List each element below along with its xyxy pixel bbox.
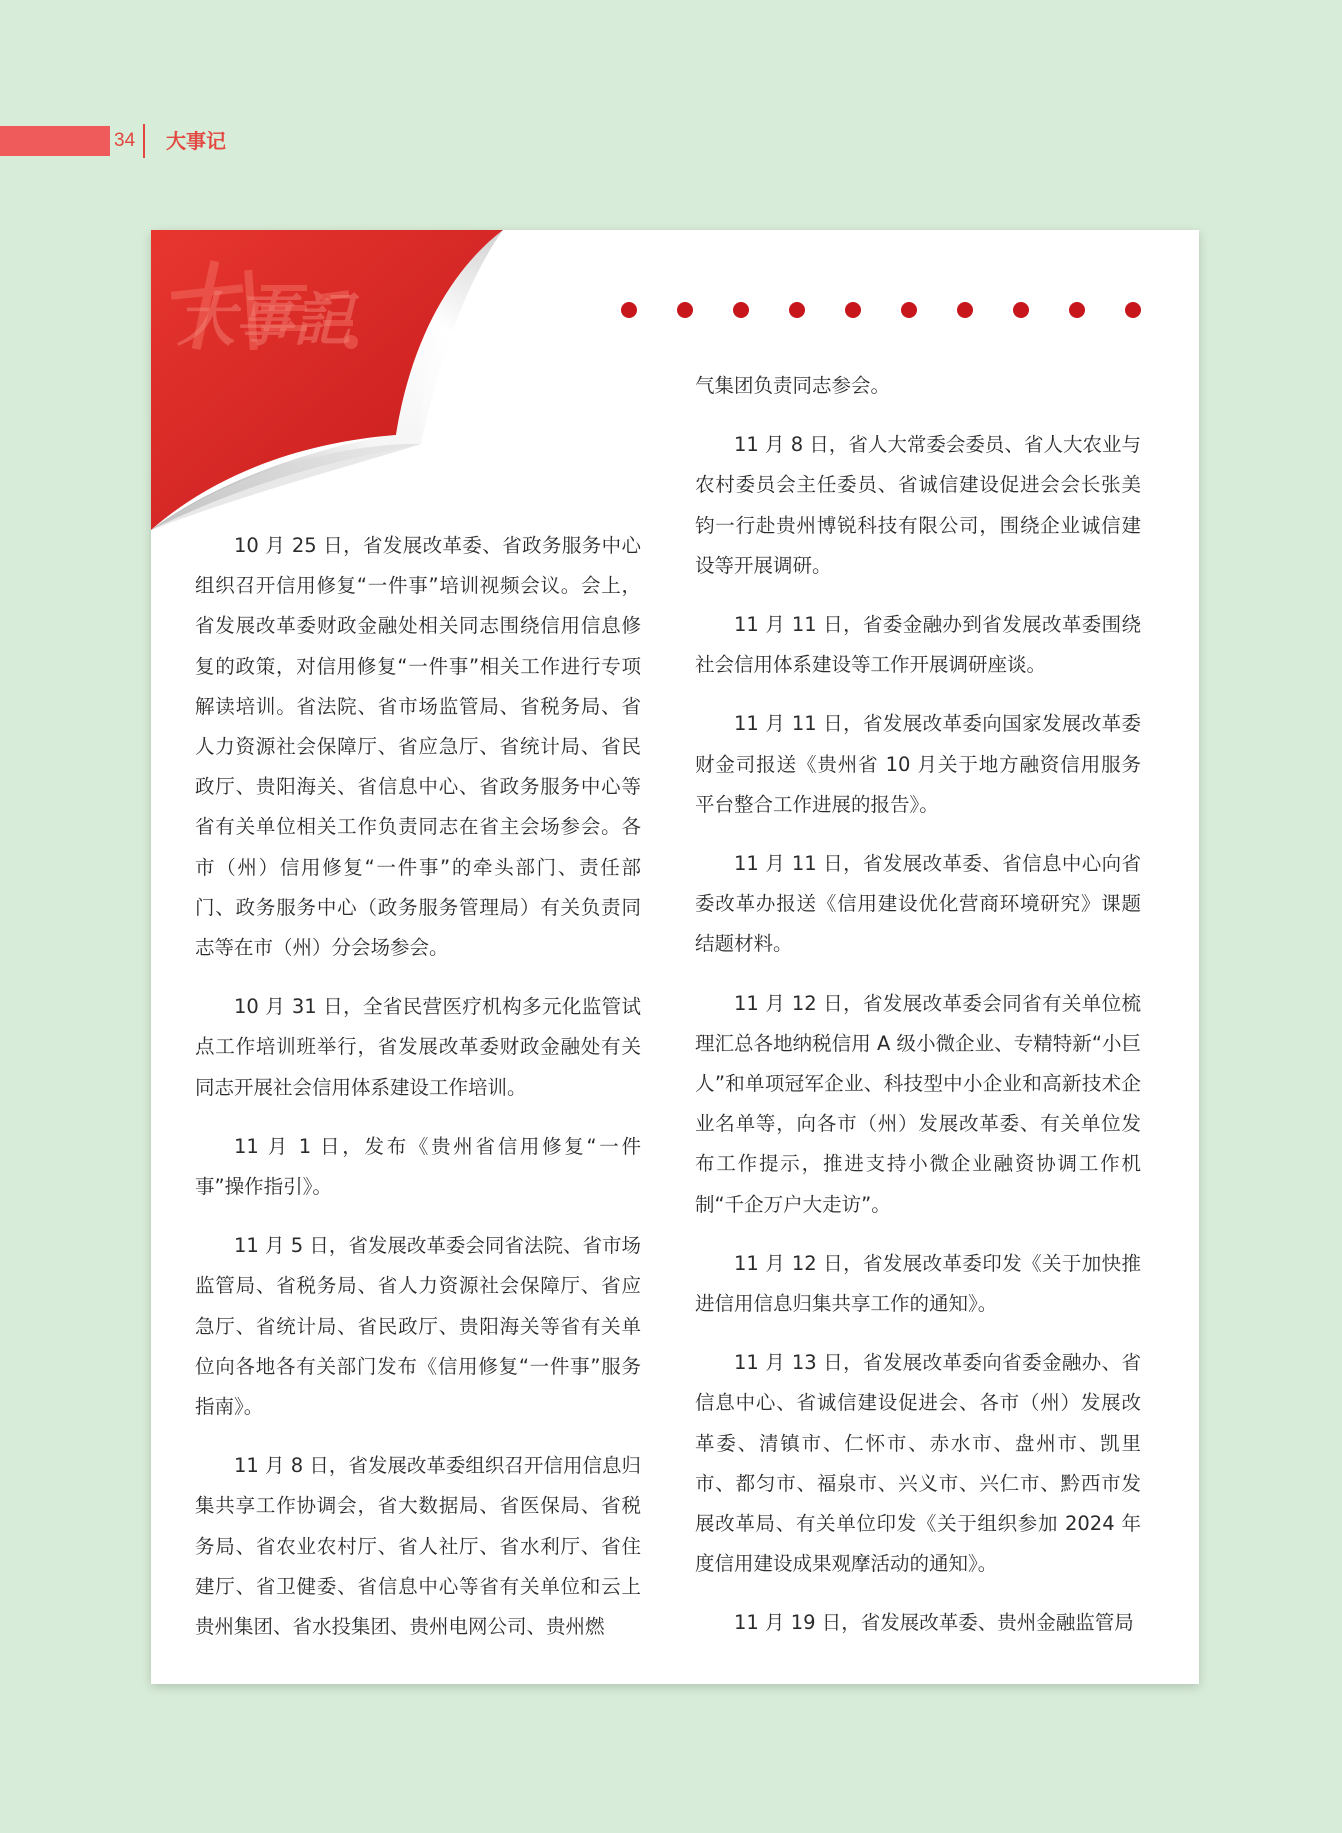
decorative-dot [957,302,973,318]
right-paragraphs [695,425,1141,1643]
event-paragraph: 10 月 31 日，全省民营医疗机构多元化监管试点工作培训班举行，省发展改革委财政金融处有关同志开展社会信用体系建设工作培训。 [195,995,641,1099]
right-column [695,366,1141,1663]
section-title: 大事记 [166,129,226,153]
decorative-dot [789,302,805,318]
header-accent-bar [0,126,110,156]
event-paragraph: 11 月 12 日，省发展改革委会同省有关单位梳理汇总各地纳税信用 A 级小微企业、专精特新“小巨人”和单项冠军企业、科技型中小企业和高新技术企业名单等，向各市（州）发展改革委、有关单位发布工作提示，推进支持小微企业融资协调工作机制“千企万户大走访”。 [695,991,1141,1216]
left-column [195,526,641,1666]
event-paragraph: 11 月 11 日，省发展改革委、省信息中心向省委改革办报送《信用建设优化营商环境研究》课题结题材料。 [695,852,1141,956]
decorative-dot [901,302,917,318]
decorative-dot [677,302,693,318]
logo-text: 大事記 [177,286,352,354]
event-paragraph: 11 月 8 日，省发展改革委组织召开信用信息归集共享工作协调会，省大数据局、省医保局、省税务局、省农业农村厅、省人社厅、省水利厅、省住建厅、省卫健委、省信息中心等省有关单位和云上贵州集团、省水投集团、贵州电网公司、贵州燃 [195,1454,641,1639]
event-paragraph: 10 月 25 日，省发展改革委、省政务服务中心组织召开信用修复“一件事”培训视频会议。会上，省发展改革委财政金融处相关同志围绕信用信息修复的政策，对信用修复“一件事”相关工作进行专项解读培训。省法院、省市场监管局、省税务局、省人力资源社会保障厅、省应急厅、省统计局、省民政厅、贵阳海关、省信息中心、省政务服务中心等省有关单位相关工作负责同志在省主会场参会。各市（州）信用修复“一件事”的牵头部门、责任部门、政务服务中心（政务服务管理局）有关负责同志等在市（州）分会场参会。 [195,534,641,960]
event-paragraph: 11 月 11 日，省发展改革委向国家发展改革委财金司报送《贵州省 10 月关于地方融资信用服务平台整合工作进展的报告》。 [695,712,1141,816]
event-paragraph: 11 月 11 日，省委金融办到省发展改革委围绕社会信用体系建设等工作开展调研座谈。 [695,613,1141,677]
decorative-dot [621,302,637,318]
event-paragraph: 11 月 12 日，省发展改革委印发《关于加快推进信用信息归集共享工作的通知》。 [695,1251,1141,1316]
decorative-dot [1125,302,1141,318]
article-card [151,230,1199,1684]
decorative-dot [1069,302,1085,318]
page-number: 34 [114,130,136,151]
page-curl-banner [151,230,531,530]
event-paragraph: 11 月 19 日，省发展改革委、贵州金融监管局 [734,1611,1134,1635]
decorative-dot [845,302,861,318]
decorative-dot [1013,302,1029,318]
event-paragraph: 11 月 5 日，省发展改革委会同省法院、省市场监管局、省税务局、省人力资源社会保障厅、省应急厅、省统计局、省民政厅、贵阳海关等省有关单位向各地各有关部门发布《信用修复“一件事”服务指南》。 [195,1234,641,1419]
continuation-paragraph: 气集团负责同志参会。 [695,374,891,397]
event-paragraph: 11 月 13 日，省发展改革委向省委金融办、省信息中心、省诚信建设促进会、各市（州）发展改革委、清镇市、仁怀市、赤水市、盘州市、凯里市、都匀市、福泉市、兴义市、兴仁市、黔西市发展改革局、有关单位印发《关于组织参加 2024 年度信用建设成果观摩活动的通知》。 [695,1351,1141,1576]
event-paragraph: 11 月 8 日，省人大常委会委员、省人大农业与农村委员会主任委员、省诚信建设促进会会长张美钧一行赴贵州博锐科技有限公司，围绕企业诚信建设等开展调研。 [695,433,1141,577]
decorative-dot [733,302,749,318]
header-divider [143,124,145,158]
event-paragraph: 11 月 1 日，发布《贵州省信用修复“一件事”操作指引》。 [195,1134,641,1199]
decorative-dot-row [621,300,1141,320]
